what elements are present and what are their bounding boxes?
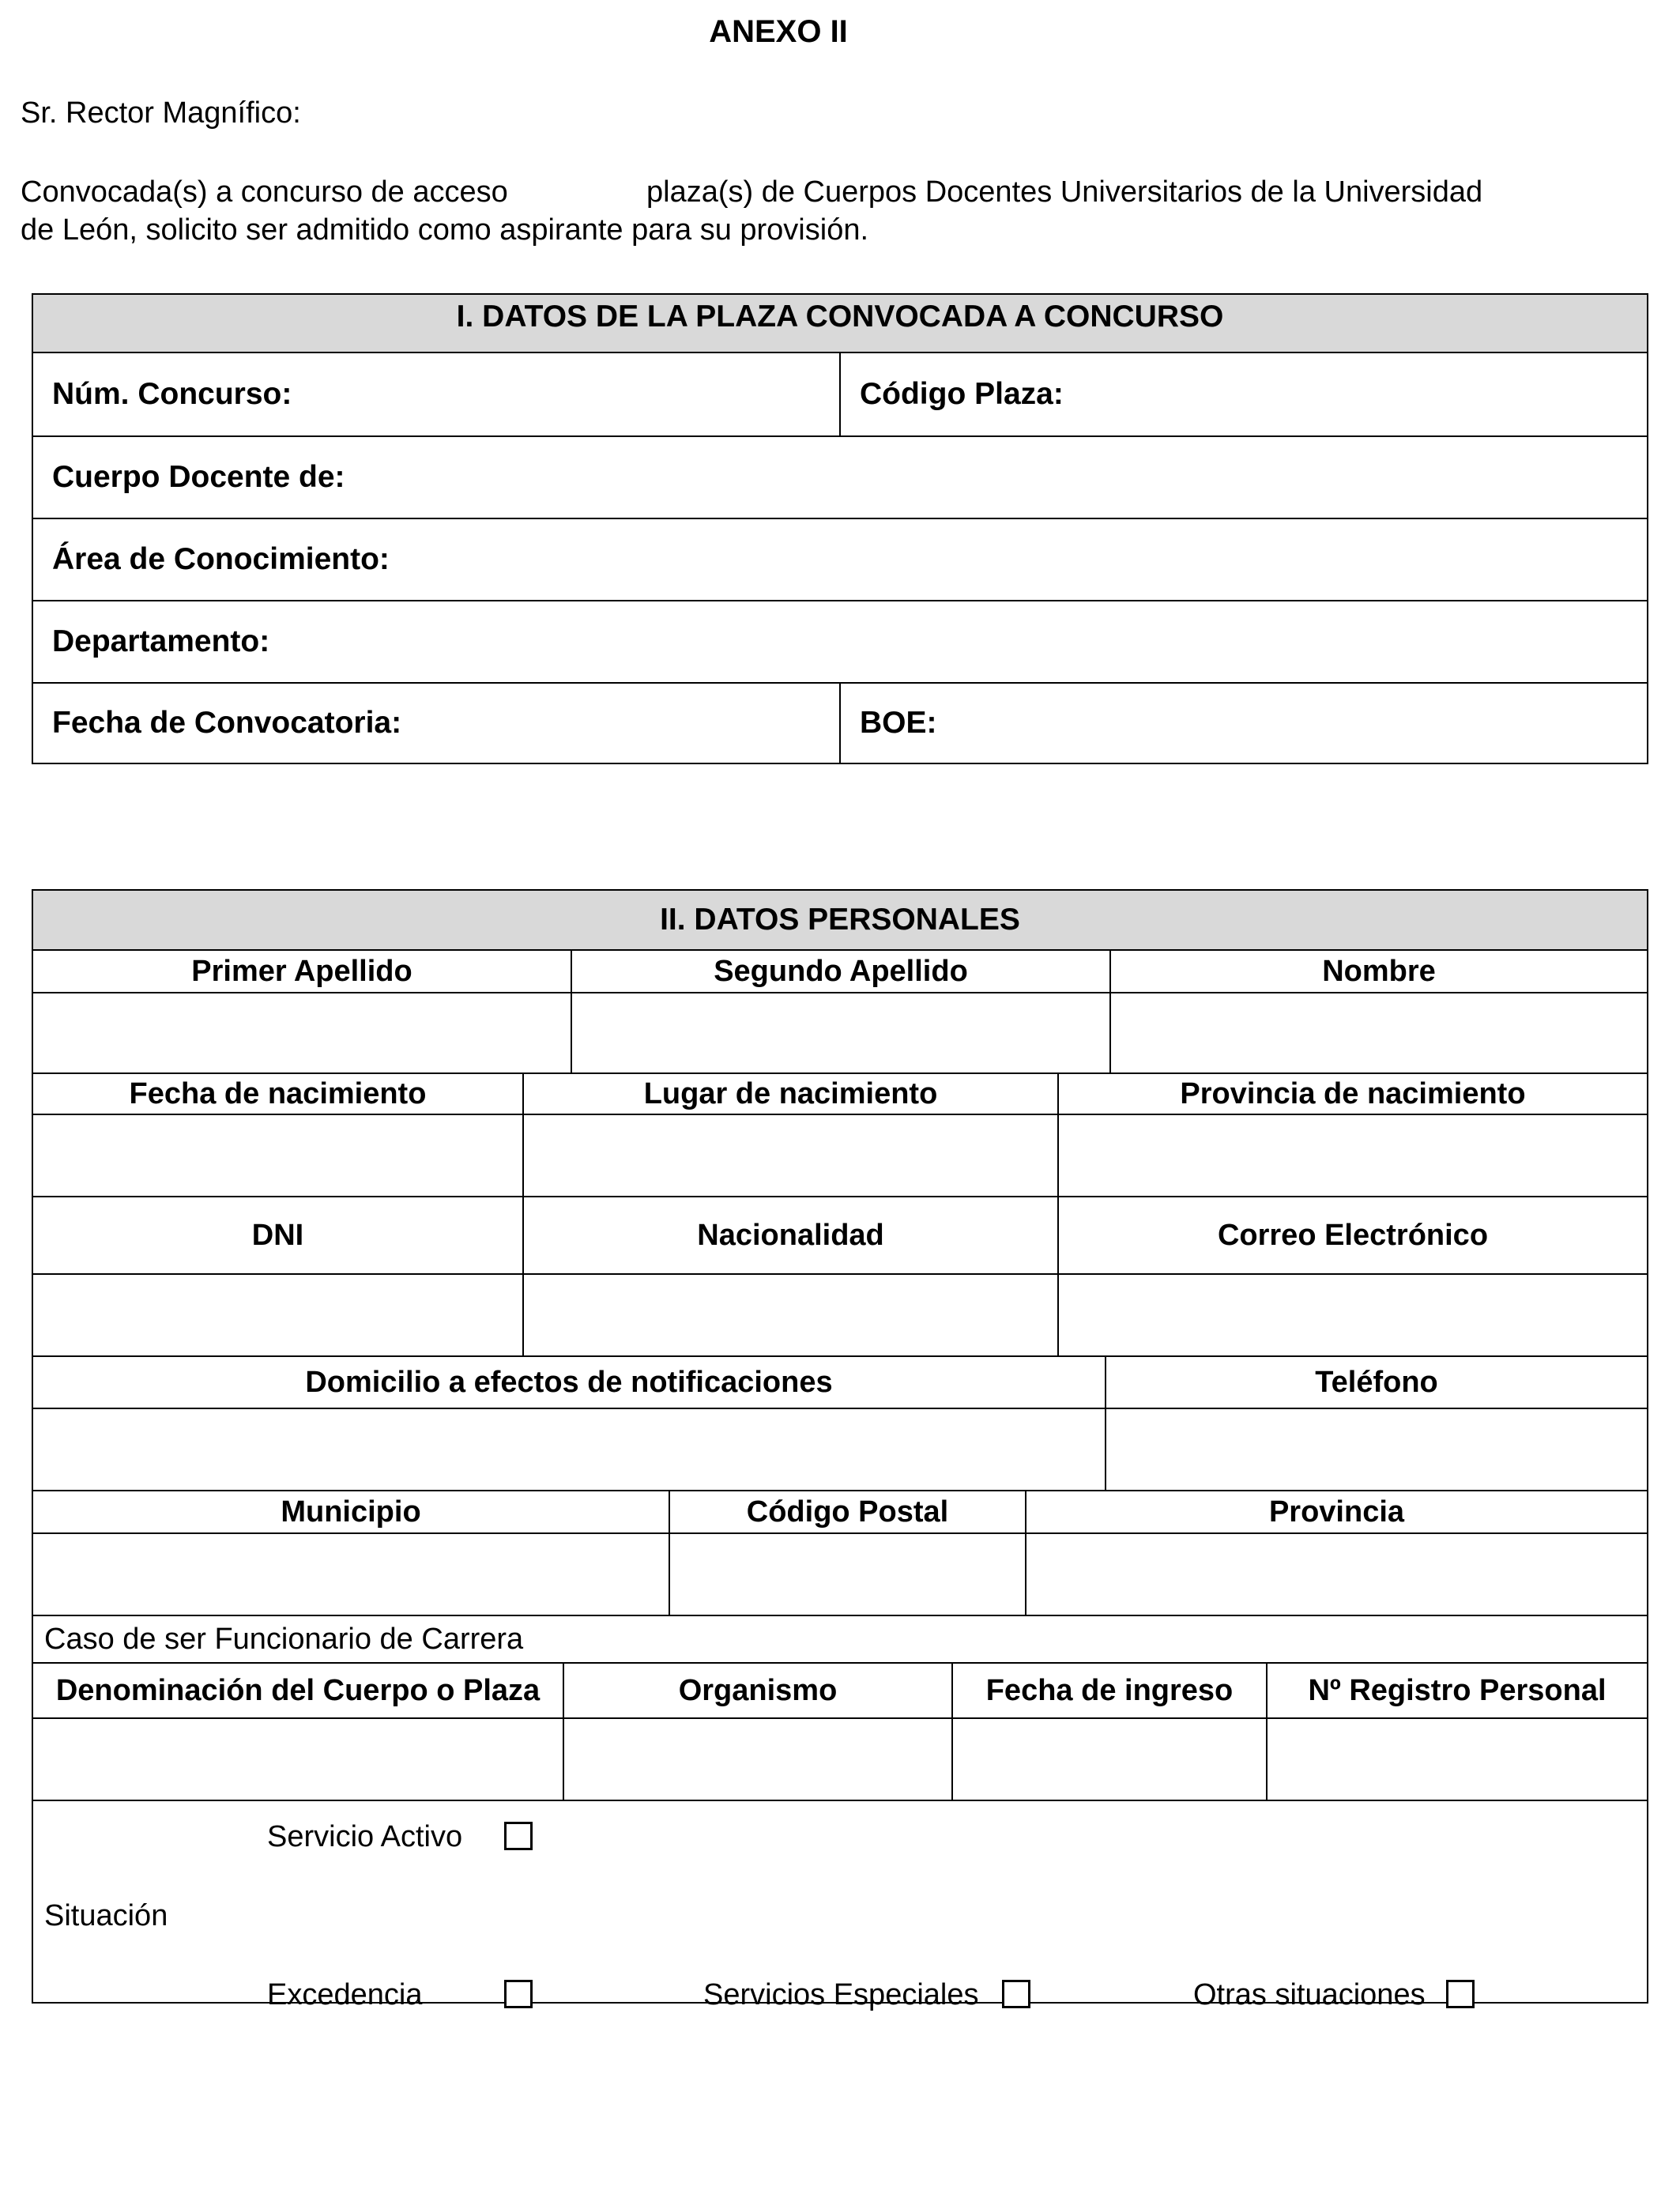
primer-apellido-input[interactable] <box>32 992 572 1074</box>
codigo-postal-label: Código Postal <box>746 1495 949 1529</box>
situacion-block <box>32 1800 1648 2011</box>
section-personales-title: II. DATOS PERSONALES <box>660 903 1020 937</box>
intro-text-part2: plaza(s) de Cuerpos Docentes Universitarios de la Universidad <box>646 175 1483 209</box>
cuerpo-docente-label: Cuerpo Docente de: <box>52 460 345 494</box>
nacionalidad-input[interactable] <box>522 1273 1059 1357</box>
page-title: ANEXO II <box>709 14 848 49</box>
municipio-header <box>32 1490 670 1534</box>
otras-situaciones-label: Otras situaciones <box>1193 1978 1426 2011</box>
servicio-activo-label: Servicio Activo <box>267 1820 463 1853</box>
segundo-apellido-input[interactable] <box>571 992 1111 1074</box>
otras-situaciones-checkbox[interactable] <box>1446 1980 1475 2008</box>
area-conocimiento-label: Área de Conocimiento: <box>52 542 390 576</box>
telefono-header <box>1105 1355 1648 1409</box>
codigo-plaza-label: Código Plaza: <box>860 377 1064 411</box>
nombre-label: Nombre <box>1322 954 1436 988</box>
boe-label: BOE: <box>860 706 937 740</box>
organismo-header <box>563 1662 953 1719</box>
domicilio-input[interactable] <box>32 1408 1106 1491</box>
codigo-postal-header <box>669 1490 1026 1534</box>
registro-personal-input[interactable] <box>1266 1717 1648 1801</box>
domicilio-label: Domicilio a efectos de notificaciones <box>305 1365 833 1399</box>
excedencia-checkbox[interactable] <box>504 1980 533 2008</box>
section-personales-header <box>32 889 1648 951</box>
telefono-input[interactable] <box>1105 1408 1648 1491</box>
fecha-nacimiento-label: Fecha de nacimiento <box>129 1076 427 1110</box>
denominacion-header <box>32 1662 564 1719</box>
provincia-header <box>1025 1490 1648 1534</box>
section-personales-table <box>32 889 1648 2011</box>
departamento-label: Departamento: <box>52 624 270 658</box>
dni-label: DNI <box>251 1218 304 1252</box>
area-conocimiento-field[interactable] <box>32 518 1648 601</box>
boe-field[interactable] <box>839 682 1648 764</box>
provincia-input[interactable] <box>1025 1532 1648 1616</box>
fecha-ingreso-label: Fecha de ingreso <box>985 1673 1234 1707</box>
organismo-input[interactable] <box>563 1717 953 1801</box>
primer-apellido-header <box>32 949 572 993</box>
correo-input[interactable] <box>1057 1273 1648 1357</box>
municipio-input[interactable] <box>32 1532 670 1616</box>
servicios-especiales-checkbox[interactable] <box>1002 1980 1030 2008</box>
domicilio-header <box>32 1355 1106 1409</box>
fecha-ingreso-input[interactable] <box>951 1717 1268 1801</box>
correo-header <box>1057 1196 1648 1275</box>
telefono-label: Teléfono <box>1315 1365 1438 1399</box>
denominacion-input[interactable] <box>32 1717 564 1801</box>
segundo-apellido-label: Segundo Apellido <box>714 954 968 988</box>
funcionario-label: Caso de ser Funcionario de Carrera <box>44 1622 524 1656</box>
segundo-apellido-header <box>571 949 1111 993</box>
situacion-label: Situación <box>44 1899 168 1932</box>
section-plaza-header <box>32 293 1648 353</box>
dni-input[interactable] <box>32 1273 524 1357</box>
num-concurso-field[interactable] <box>32 352 841 437</box>
intro-line-2: de León, solicito ser admitido como aspirante para su provisión. <box>21 213 869 247</box>
organismo-label: Organismo <box>678 1673 838 1707</box>
fecha-nacimiento-header <box>32 1072 524 1115</box>
provincia-nacimiento-label: Provincia de nacimiento <box>1180 1076 1526 1110</box>
lugar-nacimiento-label: Lugar de nacimiento <box>643 1076 938 1110</box>
registro-personal-header <box>1266 1662 1648 1719</box>
provincia-nacimiento-header <box>1057 1072 1648 1115</box>
municipio-label: Municipio <box>281 1495 421 1529</box>
section-plaza-table <box>32 293 1648 764</box>
departamento-field[interactable] <box>32 600 1648 684</box>
fecha-convocatoria-label: Fecha de Convocatoria: <box>52 706 402 740</box>
denominacion-label: Denominación del Cuerpo o Plaza <box>55 1673 541 1707</box>
fecha-nacimiento-input[interactable] <box>32 1114 524 1197</box>
fecha-ingreso-header <box>951 1662 1268 1719</box>
fecha-convocatoria-field[interactable] <box>32 682 841 764</box>
correo-label: Correo Electrónico <box>1217 1218 1489 1252</box>
provincia-nacimiento-input[interactable] <box>1057 1114 1648 1197</box>
nombre-input[interactable] <box>1109 992 1648 1074</box>
intro-text-part1: Convocada(s) a concurso de acceso <box>21 175 508 209</box>
excedencia-label: Excedencia <box>267 1978 423 2011</box>
section-plaza-title: I. DATOS DE LA PLAZA CONVOCADA A CONCURSO <box>456 300 1224 334</box>
codigo-postal-input[interactable] <box>669 1532 1026 1616</box>
nombre-header <box>1109 949 1648 993</box>
salutation: Sr. Rector Magnífico: <box>21 96 301 130</box>
funcionario-row <box>32 1615 1648 1664</box>
nacionalidad-label: Nacionalidad <box>697 1218 884 1252</box>
lugar-nacimiento-input[interactable] <box>522 1114 1059 1197</box>
num-concurso-label: Núm. Concurso: <box>52 377 292 411</box>
lugar-nacimiento-header <box>522 1072 1059 1115</box>
provincia-label: Provincia <box>1268 1495 1405 1529</box>
registro-personal-label: Nº Registro Personal <box>1308 1673 1607 1707</box>
cuerpo-docente-field[interactable] <box>32 435 1648 519</box>
servicios-especiales-label: Servicios Especiales <box>703 1978 979 2011</box>
servicio-activo-checkbox[interactable] <box>504 1822 533 1850</box>
nacionalidad-header <box>522 1196 1059 1275</box>
dni-header <box>32 1196 524 1275</box>
primer-apellido-label: Primer Apellido <box>191 954 412 988</box>
codigo-plaza-field[interactable] <box>839 352 1648 437</box>
